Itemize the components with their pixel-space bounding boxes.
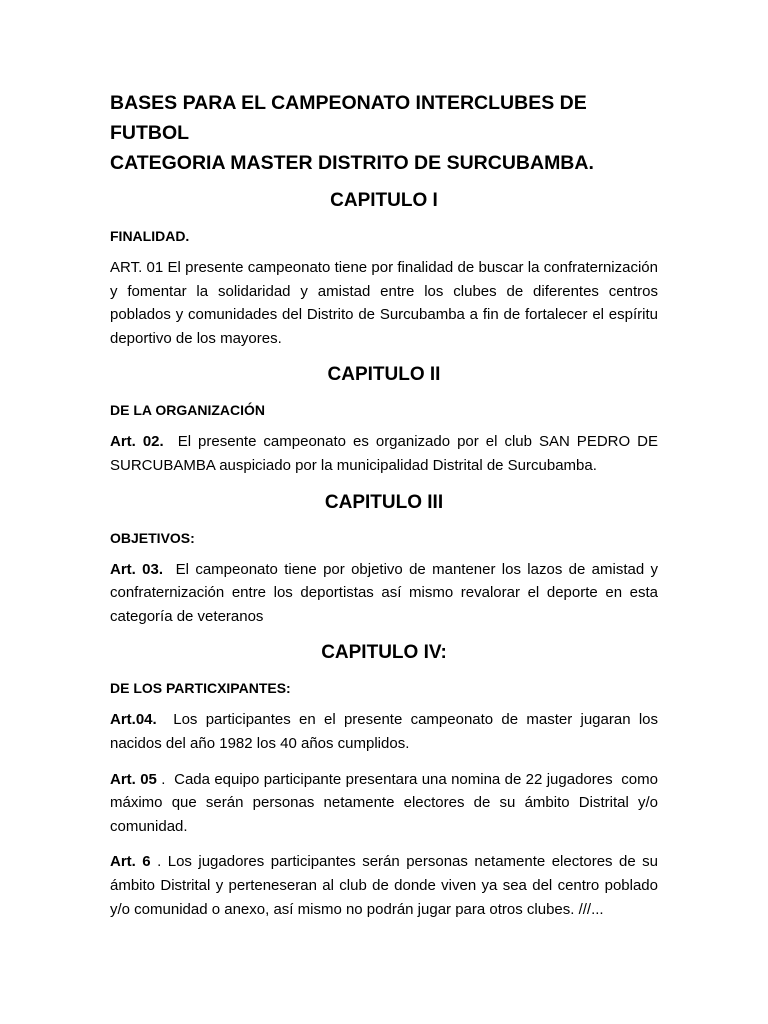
article-05-text: . Cada equipo participante presentara una nomina de 22 jugadores como máximo que serán personas netamente electores de su ámbito Distrital y/o comunidad.: [110, 770, 663, 835]
article-01: [110, 256, 658, 350]
document-title: [110, 88, 658, 178]
article-05: [110, 768, 663, 839]
article-03: [110, 558, 663, 629]
chapter-1-section: FINALIDAD.: [110, 228, 190, 244]
chapter-4-section: DE LOS PARTICXIPANTES:: [110, 680, 291, 697]
chapter-3-heading: CAPITULO III: [324, 491, 444, 513]
chapter-2-heading: CAPITULO II: [327, 364, 441, 386]
chapter-2-section: DE LA ORGANIZACIÓN: [110, 402, 266, 419]
chapter-3-section: OBJETIVOS:: [110, 529, 195, 546]
article-04-text: Los participantes en el presente campeonato de master jugaran los nacidos del año 1982 los 40 años cumplidos.: [110, 711, 663, 752]
article-06: [110, 850, 663, 921]
title-line-1: BASES PARA EL CAMPEONATO INTERCLUBES DE FUTBOL: [110, 92, 587, 144]
title-line-2: CATEGORIA MASTER DISTRITO DE SURCUBAMBA.: [110, 152, 594, 174]
article-02-label: Art. 02.: [110, 433, 164, 451]
article-03-text: El campeonato tiene por objetivo de mantener los lazos de amistad y confraternización entre los deportistas así mismo revalorar el deporte en esta categoría de veteranos: [110, 560, 663, 625]
chapter-1-heading: CAPITULO I: [330, 190, 438, 211]
article-04-label: Art.04.: [110, 711, 157, 729]
chapter-4-heading: CAPITULO IV:: [321, 642, 447, 664]
article-04: [110, 708, 663, 755]
article-06-label: Art. 6: [110, 853, 151, 871]
article-02: [110, 430, 663, 477]
article-05-label: Art. 05: [110, 770, 157, 788]
article-02-text: El presente campeonato es organizado por el club SAN PEDRO DE SURCUBAMBA auspiciado por la municipalidad Distrital de Surcubamba.: [110, 433, 663, 474]
article-06-text: . Los jugadores participantes serán personas netamente electores de su ámbito Distrital y perteneseran al club de donde viven ya sea del centro poblado y/o comunidad o anexo, así mismo no podrán jugar para otros clubes. ///...: [110, 853, 663, 918]
article-03-label: Art. 03.: [110, 560, 164, 578]
article-01-text: ART. 01 El presente campeonato tiene por finalidad de buscar la confraternización y fomentar la solidaridad y amistad entre los clubes de diferentes centros poblados y comunidades del Distrito de Surcubamba a fin de fortalecer el espíritu deportivo de los mayores.: [110, 259, 658, 347]
